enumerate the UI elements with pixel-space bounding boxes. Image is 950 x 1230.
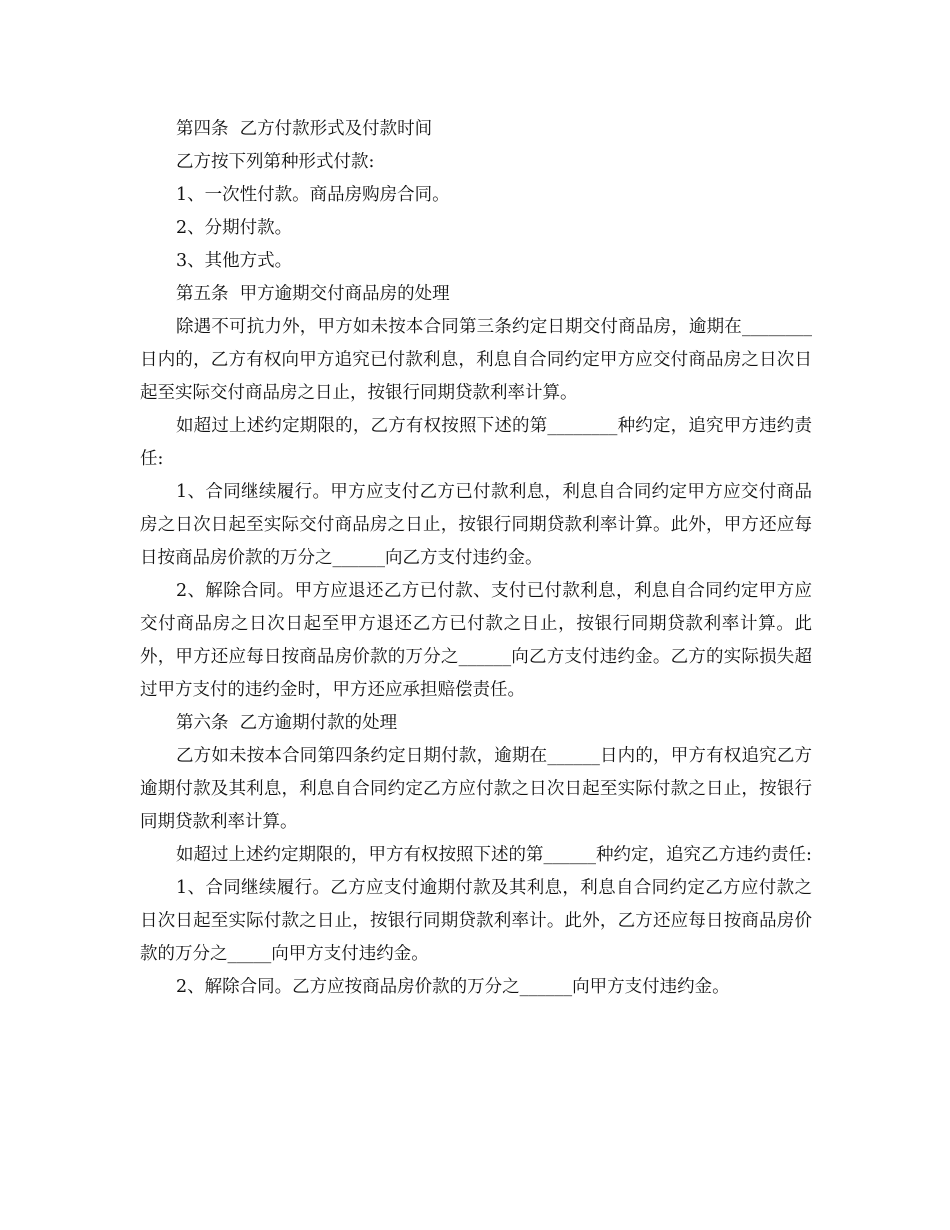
article-6-clause-delay: 乙方如未按本合同第四条约定日期付款，逾期在______日内的，甲方有权追究乙方逾期付款及其利息，利息自合同约定乙方应付款之日次日起至实际付款之日止，按银行同期贷款利率计算。 <box>140 746 812 832</box>
article-5-clause-exceed: 如超过上述约定期限的，乙方有权按照下述的第________种约定，追究甲方违约责任: <box>140 416 812 469</box>
article-5-option-terminate: 2、解除合同。甲方应退还乙方已付款、支付已付款利息，利息自合同约定甲方应交付商品房之日次日起至甲方退还乙方已付款之日止，按银行同期贷款利率计算。此外，甲方还应每日按商品房价款的万分之______向乙方支付违约金。乙方的实际损失超过甲方支付的违约金时，甲方还应承担赔偿责任。 <box>140 581 812 700</box>
article-6-option-terminate: 2、解除合同。乙方应按商品房价款的万分之______向甲方支付违约金。 <box>176 977 730 997</box>
payment-form-intro: 乙方按下列第种形式付款: <box>176 152 375 172</box>
article-5-heading: 第五条 甲方逾期交付商品房的处理 <box>176 284 450 304</box>
article-6-heading: 第六条 乙方逾期付款的处理 <box>176 713 398 733</box>
payment-option-3: 3、其他方式。 <box>176 251 293 271</box>
article-5-clause-delay: 除遇不可抗力外，甲方如未按本合同第三条约定日期交付商品房，逾期在________日内的，乙方有权向甲方追究已付款利息，利息自合同约定甲方应交付商品房之日次日起至实际交付商品房之日止，按银行同期贷款利率计算。 <box>140 317 812 403</box>
payment-option-2: 2、分期付款。 <box>176 218 293 238</box>
article-4-heading: 第四条 乙方付款形式及付款时间 <box>176 119 433 139</box>
article-5-option-continue: 1、合同继续履行。甲方应支付乙方已付款利息，利息自合同约定甲方应交付商品房之日次日起至实际交付商品房之日止，按银行同期贷款利率计算。此外，甲方还应每日按商品房价款的万分之______向乙方支付违约金。 <box>140 482 812 568</box>
article-6-option-continue: 1、合同继续履行。乙方应支付逾期付款及其利息，利息自合同约定乙方应付款之日次日起至实际付款之日止，按银行同期贷款利率计。此外，乙方还应每日按商品房价款的万分之_____向甲方支付违约金。 <box>140 878 812 964</box>
document-page <box>140 113 812 1004</box>
article-6-clause-exceed: 如超过上述约定期限的，甲方有权按照下述的第______种约定，追究乙方违约责任: <box>176 845 812 865</box>
payment-option-1: 1、一次性付款。商品房购房合同。 <box>176 185 450 205</box>
